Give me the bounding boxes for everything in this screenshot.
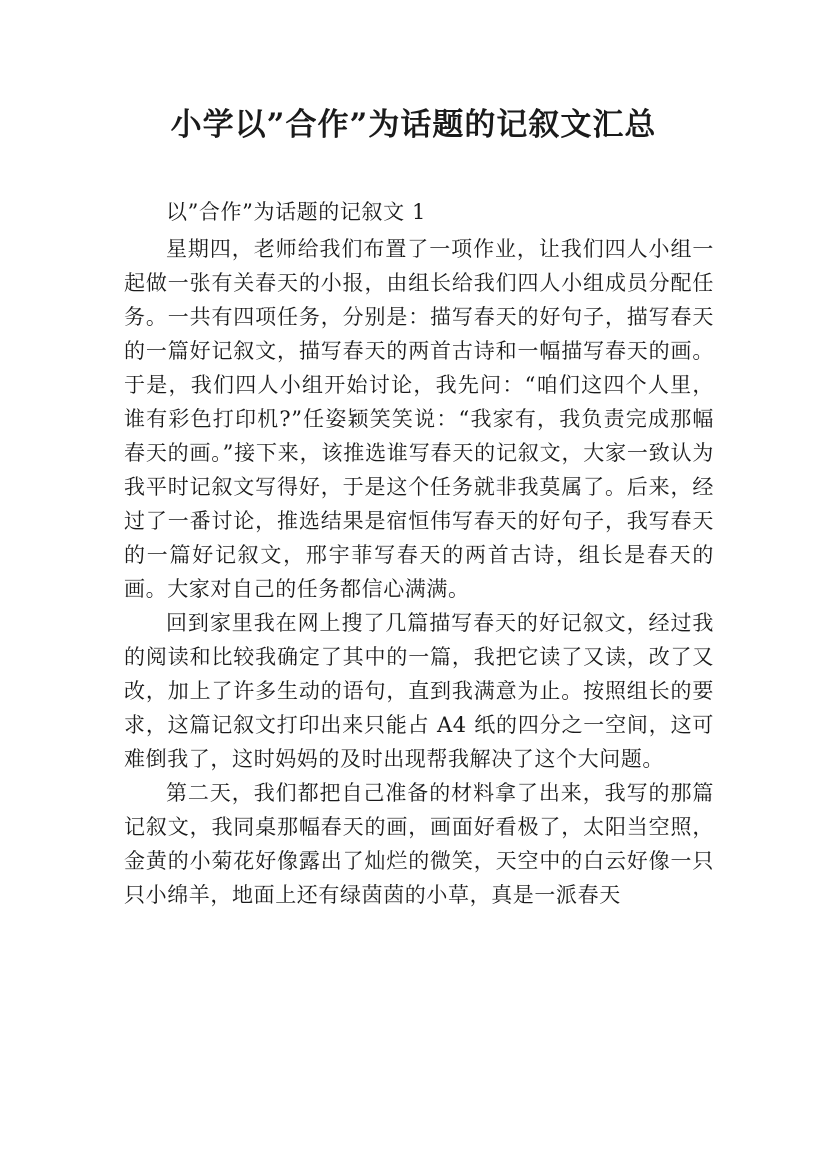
paragraph-3: 第二天，我们都把自己准备的材料拿了出来，我写的那篇记叙文，我同桌那幅春天的画，画面好看极了，太阳当空照，金黄的小菊花好像露出了灿烂的微笑，天空中的白云好像一只只小绵羊，地面上还有绿茵茵的小草，真是一派春天 <box>124 781 714 907</box>
document-body <box>124 195 714 912</box>
paragraph-1: 星期四，老师给我们布置了一项作业，让我们四人小组一起做一张有关春天的小报，由组长给我们四人小组成员分配任务。一共有四项任务，分别是：描写春天的好句子，描写春天的一篇好记叙文，描写春天的两首古诗和一幅描写春天的画。于是，我们四人小组开始讨论，我先问：“咱们这四个人里，谁有彩色打印机?”任姿颖笑笑说：“我家有，我负责完成那幅春天的画。”接下来，该推选谁写春天的记叙文，大家一致认为我平时记叙文写得好，于是这个任务就非我莫属了。后来，经过了一番讨论，推选结果是宿恒伟写春天的好句子，我写春天的一篇好记叙文，邢宇菲写春天的两首古诗，组长是春天的画。大家对自己的任务都信心满满。 <box>124 237 714 601</box>
section-heading: 以”合作”为话题的记叙文 1 <box>166 200 426 224</box>
document-title: 小学以”合作”为话题的记叙文汇总 <box>170 107 657 143</box>
paragraph-2: 回到家里我在网上搜了几篇描写春天的好记叙文，经过我的阅读和比较我确定了其中的一篇，我把它读了又读，改了又改，加上了许多生动的语句，直到我满意为止。按照组长的要求，这篇记叙文打印出来只能占 A4 纸的四分之一空间，这可难倒我了，这时妈妈的及时出现帮我解决了这个大问题。 <box>124 611 714 771</box>
